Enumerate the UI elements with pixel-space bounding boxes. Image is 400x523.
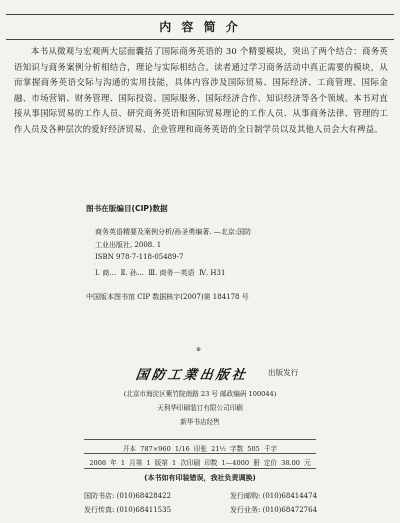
contact-right: 发行业务: (010)68472764 [230,505,318,514]
spec-rule-middle [84,453,316,454]
contact-row [84,504,384,518]
contact-row [84,490,384,504]
cip-classification: Ⅰ. 商… Ⅱ. 孙… Ⅲ. 商务－英语 Ⅳ. H31 [95,269,226,277]
isbn: ISBN 978-7-118-05489-7 [95,253,184,262]
contact-left: 发行传真: (010)68411535 [84,505,172,514]
star-divider-icon: ※ [196,346,202,353]
title-frame [6,14,394,40]
spec-line-1: 开本 787×960 1/16 印张 21½ 字数 505 千字 [122,445,278,453]
cip-core-number: 中国版本图书馆 CIP 数据核字(2007)第 184178 号 [86,293,249,301]
contact-info [84,490,384,517]
cip-entry-line2: 工业出版社, 2008. 1 [95,240,162,249]
defect-notice: (本书如有印装错误，我社负责调换) [144,474,256,482]
book-summary: 本书从微观与宏观两大层面囊括了国际商务英语的 30 个精要模块，突出了两个结合：商务英语知识与商务案例分析相结合，理论与实际相结合。读者通过学习商务活动中真正需要的模块，从而掌握商务英语交际与沟通的实用技能，具体内容涉及国际贸易、国际经济、工商管理、国际金融、市场营销、财务管理、国际投资、国际服务、国际经济合作、知识经济等各个领域。本书对直接从事国际贸易的工作人员、研究商务英语和国际贸易理论的工作人员、从事商务法律、管理的工作人员及各种层次的爱好经济贸易、企业管理和商务英语的全日制学员以及其他人员会大有裨益。 [14,46,388,134]
publisher-address: (北京市海淀区紫竹院南路 23 号 邮政编码 100044) [123,390,277,398]
cip-heading: 图书在版编目(CIP)数据 [86,204,168,213]
cip-entry [95,226,335,264]
spec-rule-bottom [84,468,316,469]
publisher-logo: 国防工業出版社 [134,368,249,383]
printer: 天利华印刷装订有限公司印刷 [157,404,243,412]
publisher-suffix: 出版发行 [268,368,299,377]
spec-rule-top [84,439,316,440]
publisher-line [134,364,336,383]
distributor: 新华书店经售 [180,418,220,426]
spec-line-2: 2008 年 1 月第 1 版第 1 次印刷 印数 1—4000 册 定价 38.00 元 [89,459,311,467]
section-title: 内 容 简 介 [159,20,241,34]
contact-right: 发行邮购: (010)68414474 [230,492,318,500]
contact-left: 国防书店: (010)68428422 [84,492,172,500]
cip-entry-line1: 商务英语精要及案例分析/孙圣勇编著. —北京:国防 [95,228,252,236]
